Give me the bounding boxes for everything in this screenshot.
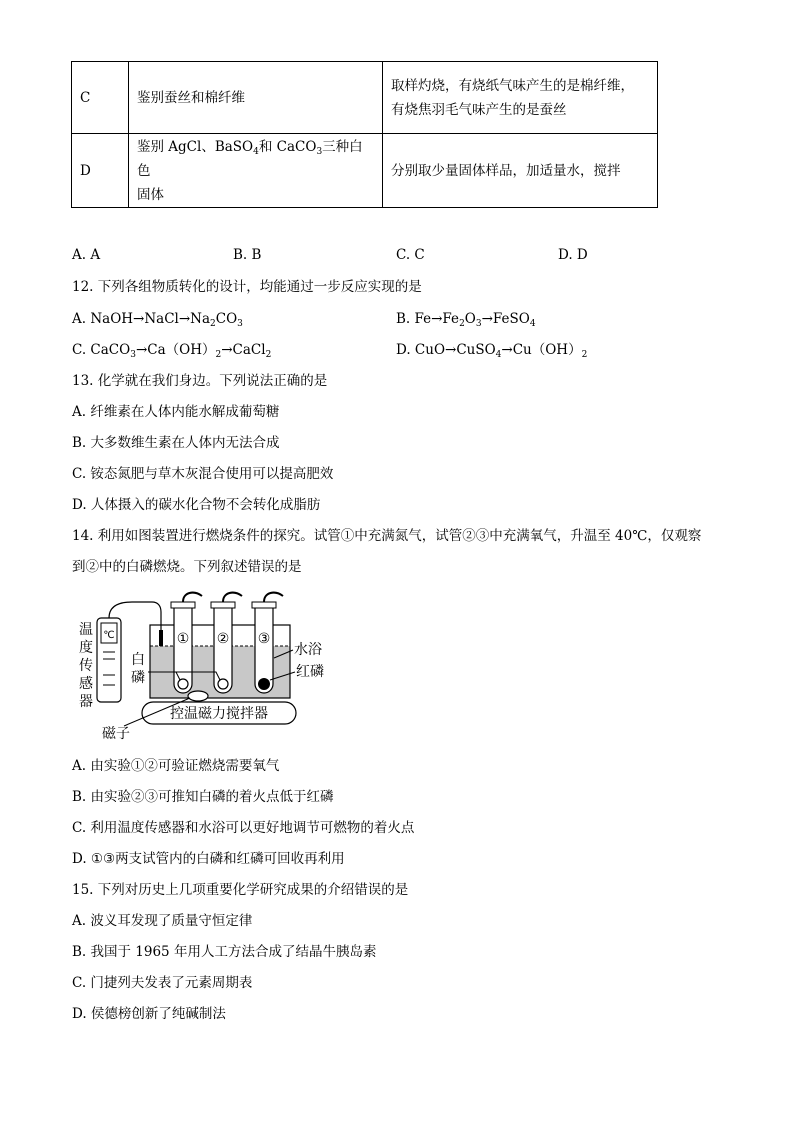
sensor-label-char: 度 [79, 640, 93, 656]
option-c[interactable] [72, 341, 271, 359]
sensor-label-char: 感 [79, 676, 93, 692]
option-a[interactable]: A. 纤维素在人体内能水解成葡萄糖 [72, 404, 280, 420]
option-a[interactable]: A. 由实验①②可验证燃烧需要氧气 [72, 758, 280, 774]
option-d[interactable]: D. D [558, 247, 588, 263]
table-row [72, 62, 658, 134]
option-d[interactable]: D. 人体摄入的碳水化合物不会转化成脂肪 [72, 497, 321, 513]
option-c[interactable]: C. 铵态氮肥与草木灰混合使用可以提高肥效 [72, 466, 334, 482]
subscript: 4 [529, 319, 536, 329]
text-part: 三种白色 [137, 138, 363, 179]
option-c[interactable]: C. 利用温度传感器和水浴可以更好地调节可燃物的着火点 [72, 820, 415, 836]
magnet-label: 磁子 [102, 726, 130, 742]
sensor-label-char: 器 [79, 694, 93, 710]
option-d[interactable]: D. 侯德榜创新了纯碱制法 [72, 1006, 226, 1022]
subscript: 2 [581, 350, 588, 360]
option-b[interactable]: B. 大多数维生素在人体内无法合成 [72, 435, 280, 451]
text-part: →Cu（OH） [501, 342, 582, 358]
row-experiment [129, 134, 383, 208]
tube-number: ① [176, 631, 190, 647]
subscript: 3 [475, 319, 482, 329]
water-bath-label: 水浴 [294, 642, 322, 658]
text-part: O [464, 311, 476, 327]
subscript: 4 [495, 350, 502, 360]
subscript: 3 [130, 350, 136, 360]
text-part: D. CuO→CuSO [396, 342, 496, 358]
red-phosphorus [258, 678, 270, 690]
text-part: →FeSO [481, 311, 530, 327]
tube-number: ② [216, 631, 230, 647]
row-letter: C [72, 62, 129, 134]
question-stem: 15. 下列对历史上几项重要化学研究成果的介绍错误的是 [72, 882, 409, 898]
subscript: 2 [265, 350, 272, 360]
text-part: B. Fe→Fe [396, 311, 460, 327]
experiment-line [137, 135, 374, 183]
text-part: A. NaOH→NaCl→Na [72, 311, 211, 327]
option-d[interactable] [396, 341, 587, 359]
row-experiment: 鉴别蚕丝和棉纤维 [129, 62, 383, 134]
text-part: →CaCl [221, 342, 266, 358]
option-b[interactable]: B. 由实验②③可推知白磷的着火点低于红磷 [72, 789, 334, 805]
question-stem: 13. 化学就在我们身边。下列说法正确的是 [72, 373, 328, 389]
magnet [188, 691, 208, 701]
white-phosphorus-label: 白 [131, 652, 145, 668]
question-stem: 到②中的白磷燃烧。下列叙述错误的是 [72, 559, 302, 575]
subscript: 4 [253, 146, 259, 157]
option-d[interactable]: D. ①③两支试管内的白磷和红磷可回收再利用 [72, 851, 345, 867]
option-a[interactable]: A. A [72, 247, 101, 263]
celsius-symbol: ℃ [103, 630, 115, 641]
question-stem: 14. 利用如图装置进行燃烧条件的探究。试管①中充满氮气，试管②③中充满氧气，升温至 40℃，仅观察 [72, 528, 702, 544]
tube-number: ③ [257, 631, 271, 647]
option-b[interactable]: B. 我国于 1965 年用人工方法合成了结晶牛胰岛素 [72, 944, 377, 960]
apparatus-figure [72, 592, 324, 750]
subscript: 3 [237, 319, 243, 329]
stirrer-label: 控温磁力搅拌器 [170, 706, 268, 722]
row-letter: D [72, 134, 129, 208]
row-method [383, 62, 658, 134]
table-row [72, 134, 658, 208]
subscript: 2 [459, 319, 465, 329]
option-c[interactable]: C. 门捷列夫发表了元素周期表 [72, 975, 253, 991]
option-c[interactable]: C. C [396, 247, 425, 263]
subscript: 2 [210, 319, 216, 329]
method-line: 有烧焦羽毛气味产生的是蚕丝 [391, 101, 567, 118]
text-part: 和 CaCO [258, 138, 317, 155]
option-a[interactable]: A. 波义耳发现了质量守恒定律 [72, 913, 253, 929]
subscript: 3 [316, 146, 323, 157]
text-part: →Ca（OH） [135, 342, 216, 358]
red-phosphorus-label: 红磷 [296, 664, 324, 680]
white-phosphorus-label: 磷 [131, 670, 145, 686]
text-part: 鉴别 AgCl、BaSO [137, 138, 254, 155]
option-b[interactable] [396, 310, 536, 328]
option-b[interactable]: B. B [233, 247, 262, 263]
sensor-label-char: 温 [79, 622, 93, 638]
text-part: CO [215, 311, 238, 327]
subscript: 2 [215, 350, 222, 360]
options-table [71, 61, 658, 208]
row-method: 分别取少量固体样品，加适量水，搅拌 [383, 134, 658, 208]
method-line: 取样灼烧，有烧纸气味产生的是棉纤维， [391, 77, 634, 94]
option-a[interactable] [72, 310, 243, 328]
experiment-line: 固体 [137, 186, 164, 203]
sensor-label-char: 传 [79, 658, 93, 674]
question-stem: 12. 下列各组物质转化的设计，均能通过一步反应实现的是 [72, 279, 422, 295]
text-part: C. CaCO [72, 342, 131, 358]
